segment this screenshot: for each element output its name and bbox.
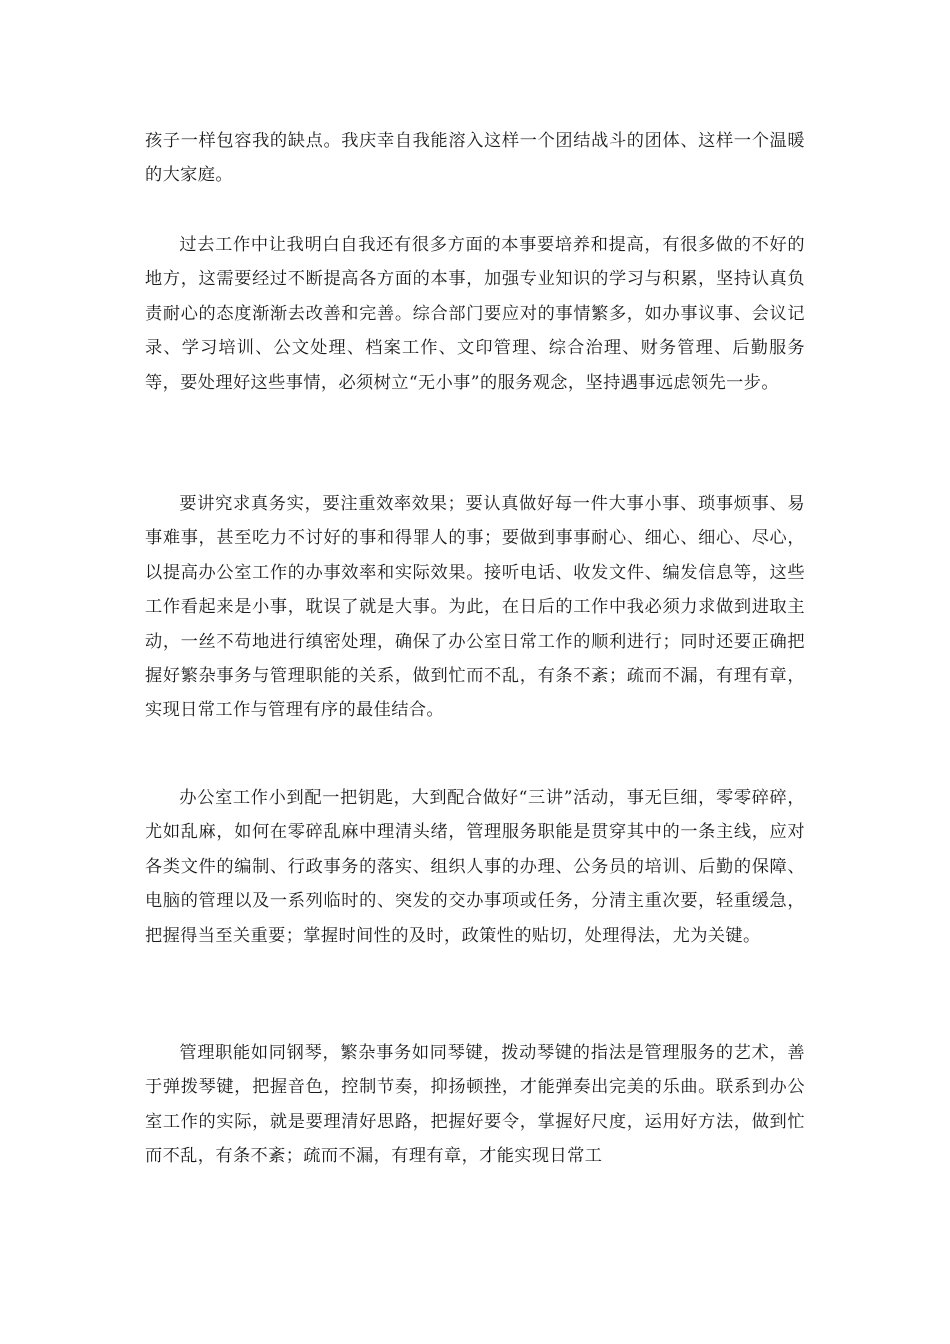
paragraph-1: 孩子一样包容我的缺点。我庆幸自我能溶入这样一个团结战斗的团体、这样一个温暖的大家庭。	[145, 131, 805, 186]
paragraph-4: 办公室工作小到配一把钥匙，大到配合做好“三讲”活动，事无巨细，零零碎碎，尤如乱麻，如何在零碎乱麻中理清头绪，管理服务职能是贯穿其中的一条主线，应对各类文件的编制、行政事务的落实、组织人事的办理、公务员的培训、后勤的保障、电脑的管理以及一系列临时的、突发的交办事项或任务，分清主重次要，轻重缓急，把握得当至关重要；掌握时间性的及时，政策性的贴切，处理得法，尤为关键。	[145, 788, 805, 946]
paragraph-5: 管理职能如同钢琴，繁杂事务如同琴键，拨动琴键的指法是管理服务的艺术，善于弹拨琴键，把握音色，控制节奏，抑扬顿挫，才能弹奏出完美的乐曲。联系到办公室工作的实际，就是要理清好思路，把握好要令，掌握好尺度，运用好方法，做到忙而不乱，有条不紊；疏而不漏，有理有章，才能实现日常工	[145, 1043, 805, 1167]
paragraph-3: 要讲究求真务实，要注重效率效果；要认真做好每一件大事小事、琐事烦事、易事难事，甚至吃力不讨好的事和得罪人的事；要做到事事耐心、细心、细心、尽心，以提高办公室工作的办事效率和实际效果。接听电话、收发文件、编发信息等，这些工作看起来是小事，耽误了就是大事。为此，在日后的工作中我必须力求做到进取主动，一丝不苟地进行缜密处理，确保了办公室日常工作的顺利进行；同时还要正确把握好繁杂事务与管理职能的关系，做到忙而不乱，有条不紊；疏而不漏，有理有章，实现日常工作与管理有序的最佳结合。	[145, 494, 805, 721]
paragraph-2: 过去工作中让我明白自我还有很多方面的本事要培养和提高，有很多做的不好的地方，这需要经过不断提高各方面的本事，加强专业知识的学习与积累，坚持认真负责耐心的态度渐渐去改善和完善。综合部门要应对的事情繁多，如办事议事、会议记录、学习培训、公文处理、档案工作、文印管理、综合治理、财务管理、后勤服务等，要处理好这些事情，必须树立“无小事”的服务观念，坚持遇事远虑领先一步。	[145, 235, 805, 393]
